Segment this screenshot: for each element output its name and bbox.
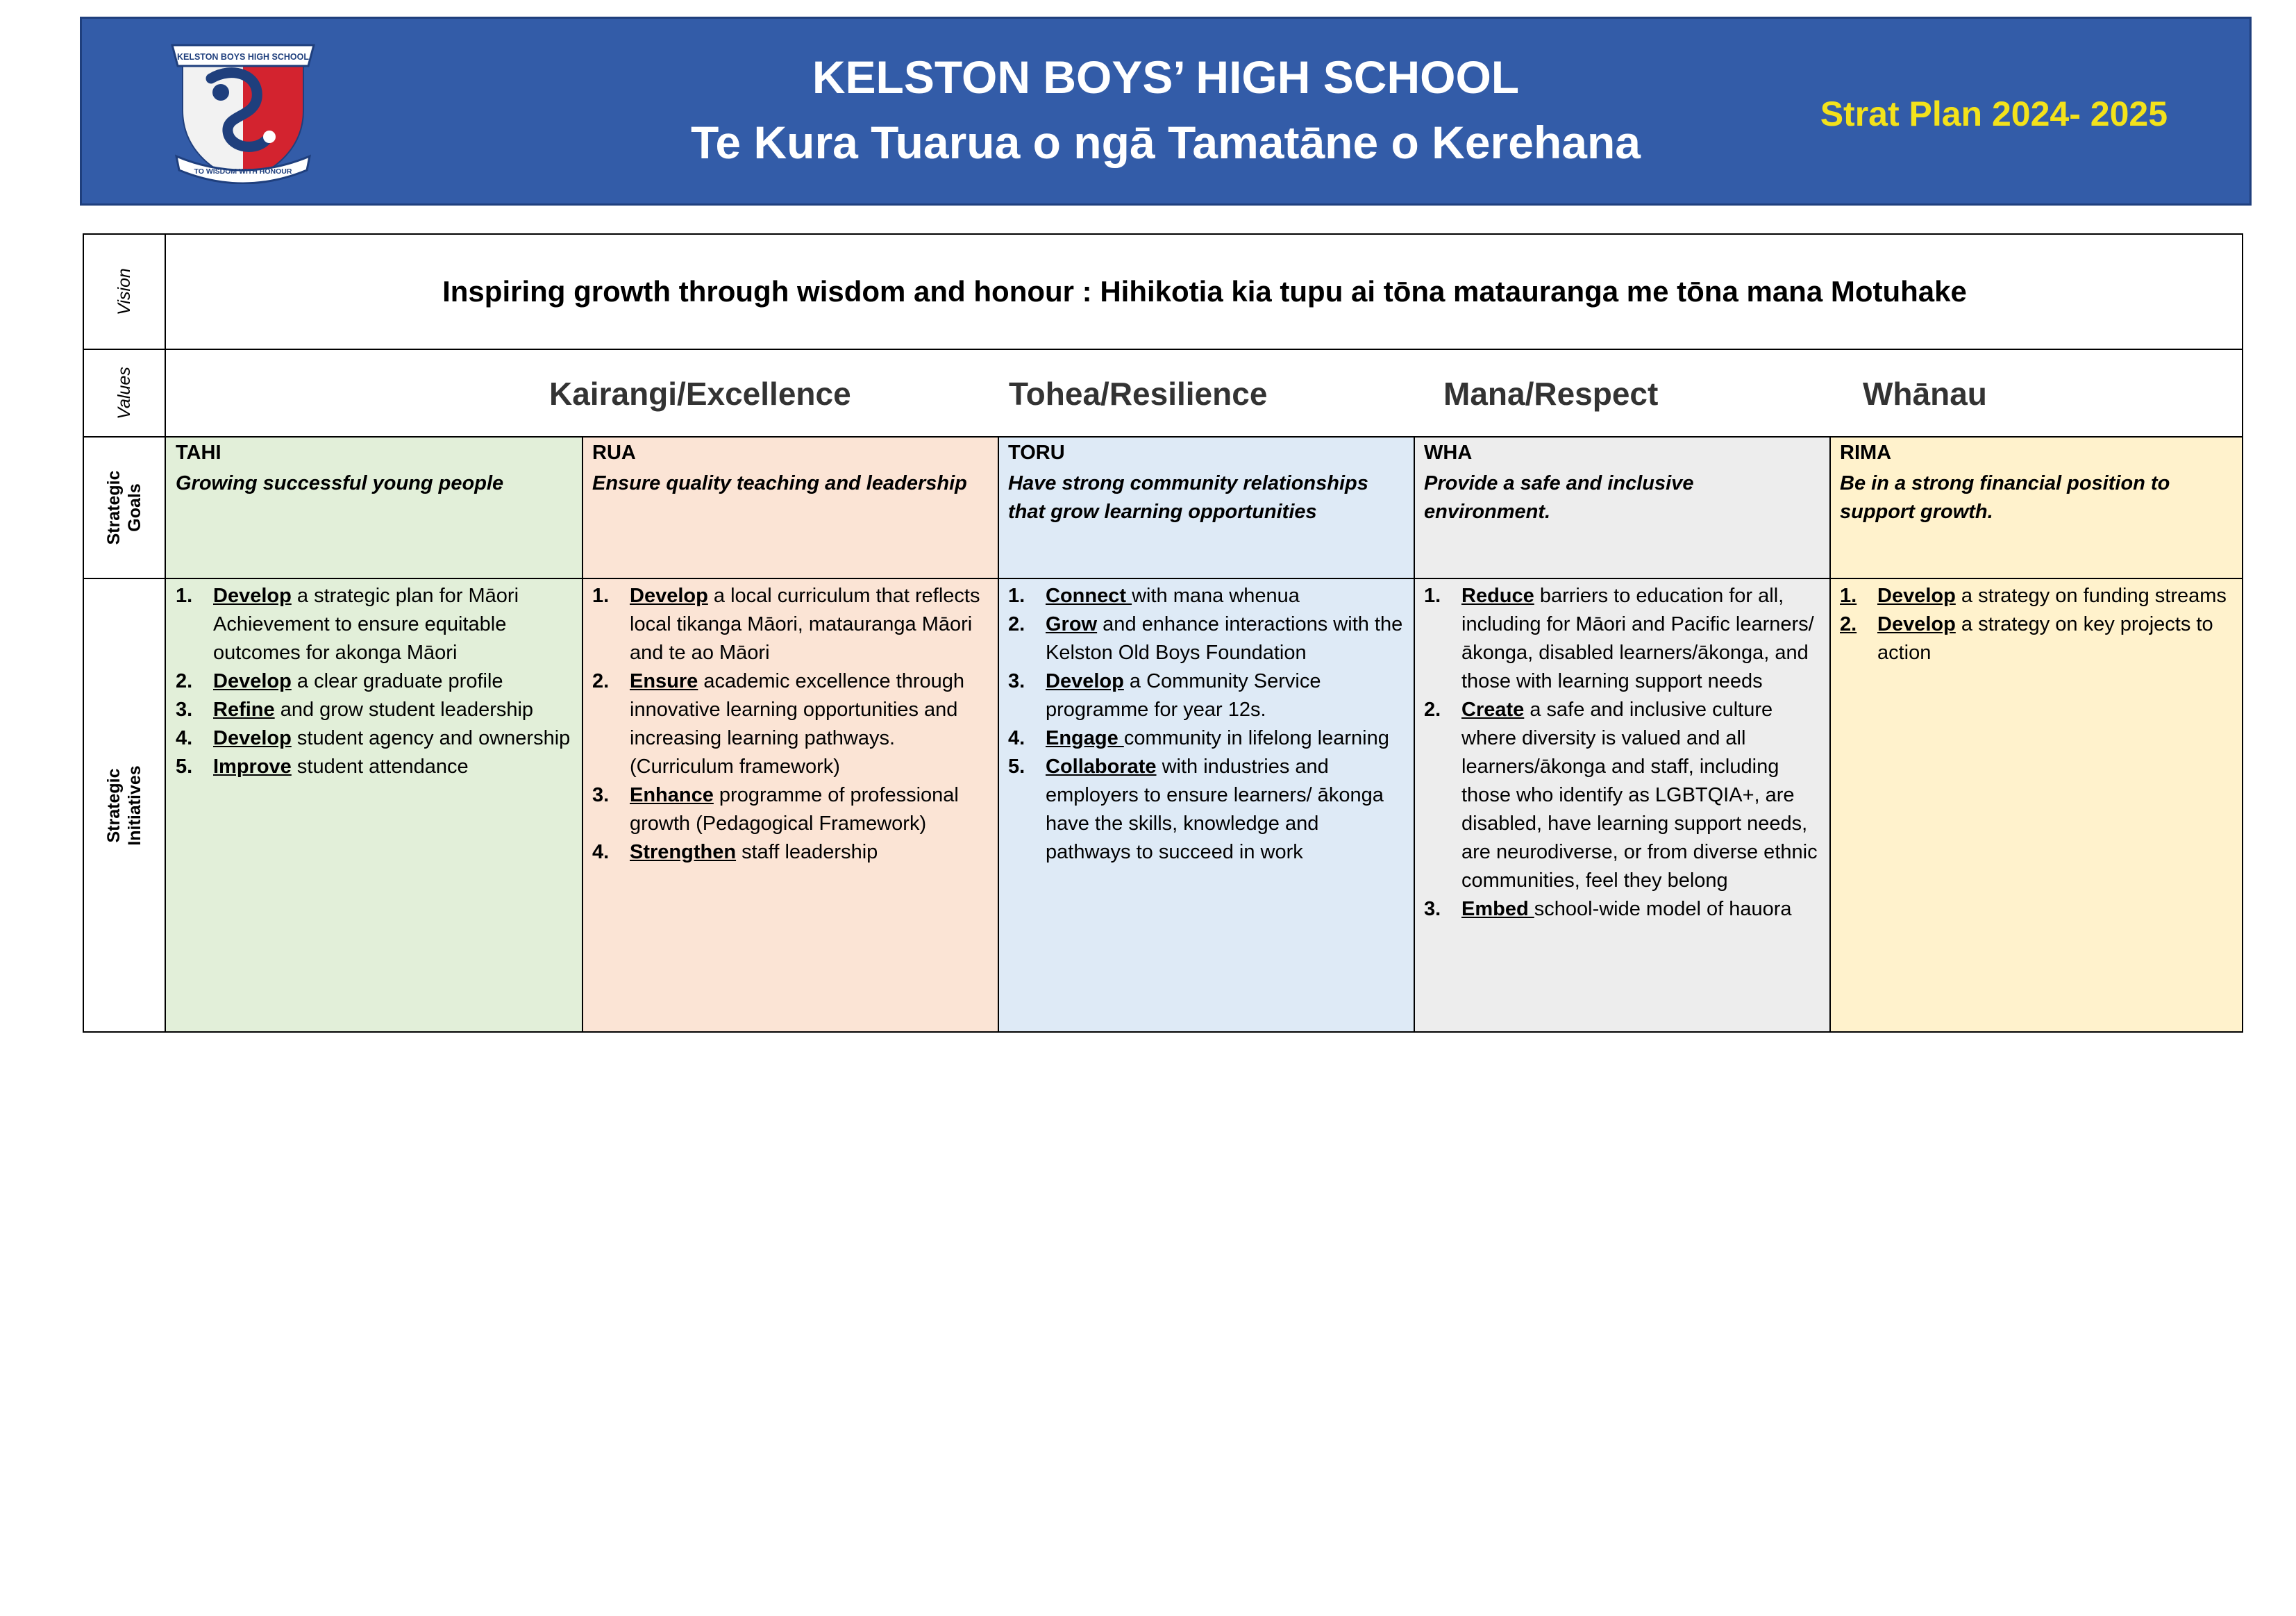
- initiatives-cell-tahi: [166, 579, 583, 1031]
- initiative-text: a local curriculum that reflects local tikanga Māori, matauranga Māori and te ao Māori: [630, 585, 980, 664]
- initiative-text: and enhance interactions with the Kelston Old Boys Foundation: [1046, 613, 1403, 664]
- goal-text: Have strong community relationships that grow learning opportunities: [1008, 472, 1368, 523]
- initiatives-list: [1008, 582, 1407, 867]
- initiative-number: 4.: [592, 841, 610, 863]
- initiative-verb: Develop: [1877, 613, 1956, 635]
- initiative-number: 2.: [1424, 699, 1441, 721]
- value-excellence: Kairangi/Excellence: [549, 376, 851, 412]
- initiative-verb: Enhance: [630, 784, 714, 806]
- header-banner: [80, 17, 2252, 206]
- goal-cell-rua: [583, 438, 998, 578]
- school-name: KELSTON BOYS’ HIGH SCHOOL: [812, 51, 1520, 103]
- initiatives-list: [176, 582, 576, 781]
- initiative-verb: Develop: [213, 585, 292, 607]
- initiative-item: [176, 753, 576, 781]
- initiative-number: 3.: [1424, 898, 1441, 920]
- initiative-item: [592, 582, 991, 667]
- initiative-number: 1.: [1840, 585, 1857, 607]
- initiative-text: a clear graduate profile: [291, 670, 503, 692]
- initiative-number: 1.: [176, 585, 193, 607]
- vision-row-label: Vision: [114, 268, 134, 315]
- goal-number: WHA: [1424, 442, 1473, 464]
- initiative-text: school-wide model of hauora: [1534, 898, 1792, 920]
- initiative-item: [1840, 582, 2235, 610]
- initiative-text: community in lifelong learning: [1123, 727, 1389, 749]
- goal-number: RIMA: [1840, 442, 1892, 464]
- goal-number: TAHI: [176, 442, 221, 464]
- initiative-verb: Refine: [213, 699, 275, 721]
- grid-line: [1829, 438, 1831, 1031]
- strategic-plan-table: [83, 233, 2243, 1033]
- initiative-verb: Reduce: [1461, 585, 1534, 607]
- goal-cell-wha: [1414, 438, 1830, 578]
- value-resilience: Tohea/Resilience: [1009, 376, 1268, 412]
- value-respect: Mana/Respect: [1443, 376, 1659, 412]
- initiative-number: 3.: [592, 784, 610, 806]
- goal-text: Ensure quality teaching and leadership: [592, 472, 967, 494]
- initiative-verb: Engage: [1046, 727, 1124, 749]
- initiative-text: barriers to education for all, including for Māori and Pacific learners/ākonga, disabled learners/ākonga, and those with learning support needs: [1461, 585, 1814, 692]
- initiative-verb: Develop: [1877, 585, 1956, 607]
- initiative-text: with mana whenua: [1132, 585, 1300, 607]
- initiatives-list: [1840, 582, 2235, 667]
- initiative-item: [1008, 582, 1407, 610]
- goal-cell-rima: [1830, 438, 2242, 578]
- goal-cell-tahi: [166, 438, 583, 578]
- initiative-number: 2.: [176, 670, 193, 692]
- initiative-number: 4.: [1008, 727, 1025, 749]
- crest-motto-text: TO WISDOM WITH HONOUR: [194, 167, 292, 176]
- initiative-verb: Improve: [213, 756, 292, 778]
- initiative-verb: Ensure: [630, 670, 698, 692]
- school-name-maori: Te Kura Tuarua o ngā Tamatāne o Kerehana: [691, 117, 1641, 168]
- goals-row-label: Strategic Goals: [104, 470, 144, 545]
- initiative-text: a Community Service programme for year 12s.: [1046, 670, 1321, 721]
- grid-line: [582, 438, 583, 1031]
- initiative-text: a safe and inclusive culture where diversity is valued and all learners/ākonga and staff, including those who identify as LGBTQIA+, are disabled, have learning support needs, are neurodiverse, or from diverse ethnic communities, feel they belong: [1461, 699, 1818, 892]
- initiative-item: [1424, 696, 1823, 895]
- goal-number: TORU: [1008, 442, 1065, 464]
- goal-number: RUA: [592, 442, 636, 464]
- initiative-text: a strategy on funding streams: [1955, 585, 2227, 607]
- initiative-verb: Connect: [1046, 585, 1132, 607]
- goal-cell-toru: [998, 438, 1414, 578]
- initiatives-list: [592, 582, 991, 867]
- initiative-number: 5.: [176, 756, 193, 778]
- initiative-number: 5.: [1008, 756, 1025, 778]
- initiative-number: 1.: [1424, 585, 1441, 607]
- initiative-text: academic excellence through innovative learning opportunities and increasing learning pathways. (Curriculum framework): [630, 670, 964, 778]
- initiative-number: 2.: [1840, 613, 1857, 635]
- initiative-item: [1424, 895, 1823, 924]
- initiative-verb: Grow: [1046, 613, 1098, 635]
- initiative-text: student attendance: [291, 756, 469, 778]
- initiative-text: a strategic plan for Māori Achievement to ensure equitable outcomes for akonga Māori: [213, 585, 519, 664]
- initiative-item: [592, 781, 991, 838]
- grid-line: [998, 438, 999, 1031]
- initiatives-cell-wha: [1414, 579, 1830, 1031]
- initiative-text: student agency and ownership: [291, 727, 571, 749]
- vision-statement: Inspiring growth through wisdom and honour : Hihikotia kia tupu ai tōna matauranga me tōna mana Motuhake: [442, 275, 1967, 308]
- initiative-verb: Create: [1461, 699, 1525, 721]
- initiative-item: [176, 724, 576, 753]
- initiatives-list: [1424, 582, 1823, 924]
- initiative-number: 2.: [592, 670, 610, 692]
- initiative-number: 3.: [176, 699, 193, 721]
- initiative-text: with industries and employers to ensure learners/ ākonga have the skills, knowledge and pathways to succeed in work: [1046, 756, 1384, 863]
- initiative-text: staff leadership: [736, 841, 878, 863]
- initiative-number: 3.: [1008, 670, 1025, 692]
- initiative-text: programme of professional growth (Pedagogical Framework): [630, 784, 959, 835]
- initiative-item: [176, 582, 576, 667]
- initiative-number: 2.: [1008, 613, 1025, 635]
- initiatives-cell-rua: [583, 579, 998, 1031]
- initiative-item: [176, 696, 576, 724]
- initiatives-cell-rima: [1830, 579, 2242, 1031]
- values-row-label: Values: [114, 367, 134, 419]
- initiative-verb: Develop: [630, 585, 708, 607]
- initiative-text: a strategy on key projects to action: [1877, 613, 2213, 664]
- initiative-item: [1008, 610, 1407, 667]
- initiative-verb: Develop: [213, 670, 292, 692]
- goal-text: Provide a safe and inclusive environment.: [1424, 472, 1694, 523]
- initiatives-row-label: Strategic Initiatives: [104, 765, 144, 846]
- initiative-item: [1424, 582, 1823, 696]
- values-row: [166, 350, 2243, 436]
- initiative-item: [1008, 753, 1407, 867]
- initiative-verb: Embed: [1461, 898, 1534, 920]
- initiative-item: [1008, 724, 1407, 753]
- initiatives-cell-toru: [998, 579, 1414, 1031]
- initiative-verb: Strengthen: [630, 841, 737, 863]
- initiative-verb: Develop: [213, 727, 292, 749]
- plan-title: Strat Plan 2024- 2025: [1820, 94, 2168, 133]
- initiative-item: [592, 667, 991, 781]
- goal-text: Growing successful young people: [176, 472, 504, 494]
- initiative-verb: Develop: [1046, 670, 1124, 692]
- grid-line: [1414, 438, 1415, 1031]
- initiative-item: [592, 838, 991, 867]
- initiative-verb: Collaborate: [1046, 756, 1157, 778]
- initiative-number: 4.: [176, 727, 193, 749]
- initiative-item: [176, 667, 576, 696]
- goal-text: Be in a strong financial position to support growth.: [1840, 472, 2170, 523]
- initiative-number: 1.: [1008, 585, 1025, 607]
- initiative-number: 1.: [592, 585, 610, 607]
- crest-banner-text: KELSTON BOYS HIGH SCHOOL: [176, 52, 310, 62]
- value-whanau: Whānau: [1863, 376, 1987, 412]
- initiative-item: [1840, 610, 2235, 667]
- initiative-text: and grow student leadership: [274, 699, 534, 721]
- initiative-item: [1008, 667, 1407, 724]
